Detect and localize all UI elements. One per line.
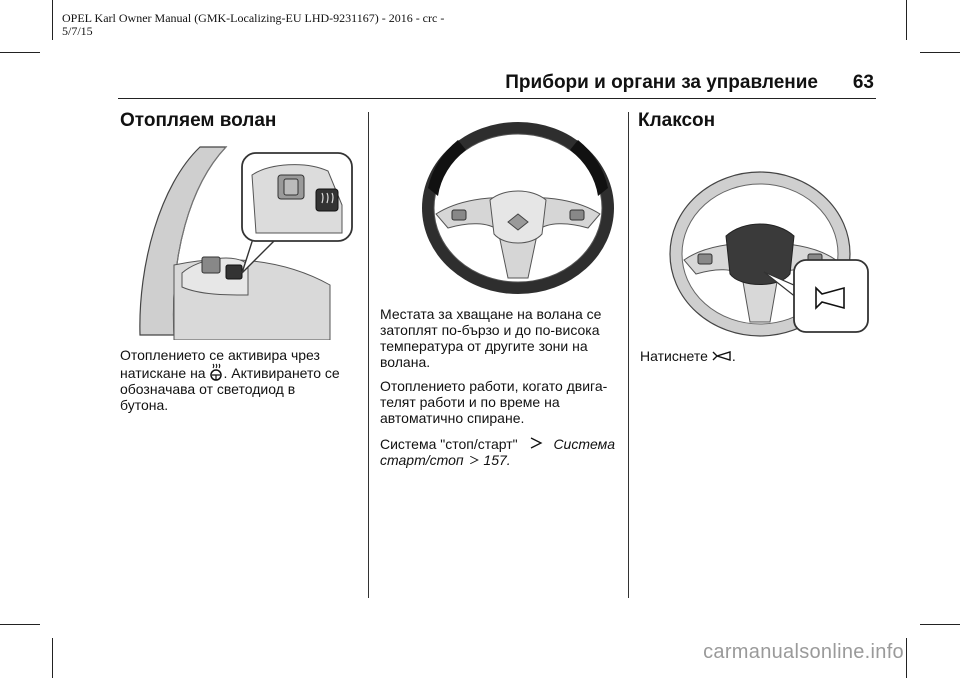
grip-zones-line: затоплят по-бързо и до по-висока bbox=[380, 322, 600, 338]
stop-start-reference bbox=[380, 436, 625, 468]
reference-arrow-icon bbox=[528, 436, 544, 450]
column-divider bbox=[628, 112, 629, 598]
header-rule bbox=[118, 98, 876, 99]
horn-illustration bbox=[664, 162, 874, 340]
stop-start-link[interactable]: старт/стоп bbox=[380, 452, 464, 468]
heated-wheel-heading: Отопляем волан bbox=[120, 110, 277, 131]
stop-start-prefix: Система "стоп/старт" bbox=[380, 436, 518, 452]
watermark: carmanualsonline.info bbox=[703, 641, 904, 663]
stop-start-link[interactable]: Система bbox=[553, 436, 616, 452]
heated-steering-wheel-icon bbox=[209, 363, 223, 381]
crop-mark bbox=[906, 0, 907, 40]
heated-wheel-line2a: натискане на bbox=[120, 365, 206, 381]
grip-zones-line: Местата за хващане на волана се bbox=[380, 306, 602, 322]
crop-mark bbox=[920, 52, 960, 53]
operation-line: автоматично спиране. bbox=[380, 410, 525, 426]
crop-mark bbox=[0, 624, 40, 625]
operation-line: телят работи и по време на bbox=[380, 394, 560, 410]
reference-arrow-icon bbox=[468, 454, 480, 466]
grip-zones-paragraph bbox=[380, 306, 625, 370]
print-meta bbox=[62, 12, 444, 38]
grip-zones-line: волана. bbox=[380, 354, 431, 370]
operation-line: Отоплението работи, когато двига- bbox=[380, 378, 608, 394]
heated-wheel-line4: бутона. bbox=[120, 397, 169, 413]
heated-wheel-illustration bbox=[130, 145, 356, 340]
crop-mark bbox=[906, 638, 907, 678]
horn-icon bbox=[712, 350, 732, 362]
steering-wheel-heating-zones-illustration bbox=[418, 118, 618, 298]
print-meta-line1: OPEL Karl Owner Manual (GMK-Localizing-EU LHD-9231167) - 2016 - crc - bbox=[62, 11, 445, 25]
print-meta-line2: 5/7/15 bbox=[62, 24, 93, 38]
heated-wheel-line1: Отоплението се активира чрез bbox=[120, 347, 320, 363]
crop-mark bbox=[52, 638, 53, 678]
heated-wheel-paragraph bbox=[120, 347, 360, 413]
horn-heading: Клаксон bbox=[638, 110, 716, 131]
grip-zones-line: температура от другите зони на bbox=[380, 338, 588, 354]
stop-start-page[interactable]: 157. bbox=[483, 452, 511, 468]
page-number: 63 bbox=[852, 72, 874, 93]
crop-mark bbox=[0, 52, 40, 53]
column-divider bbox=[368, 112, 369, 598]
crop-mark bbox=[52, 0, 53, 40]
heated-wheel-line2b: . Активирането се bbox=[223, 365, 340, 381]
horn-paragraph bbox=[640, 348, 870, 364]
crop-mark bbox=[920, 624, 960, 625]
section-title: Прибори и органи за управление bbox=[505, 72, 818, 93]
heated-wheel-line3: обозначава от светодиод в bbox=[120, 381, 296, 397]
horn-suffix: . bbox=[731, 348, 736, 364]
horn-prefix: Натиснете bbox=[640, 348, 708, 364]
operation-paragraph bbox=[380, 378, 625, 426]
